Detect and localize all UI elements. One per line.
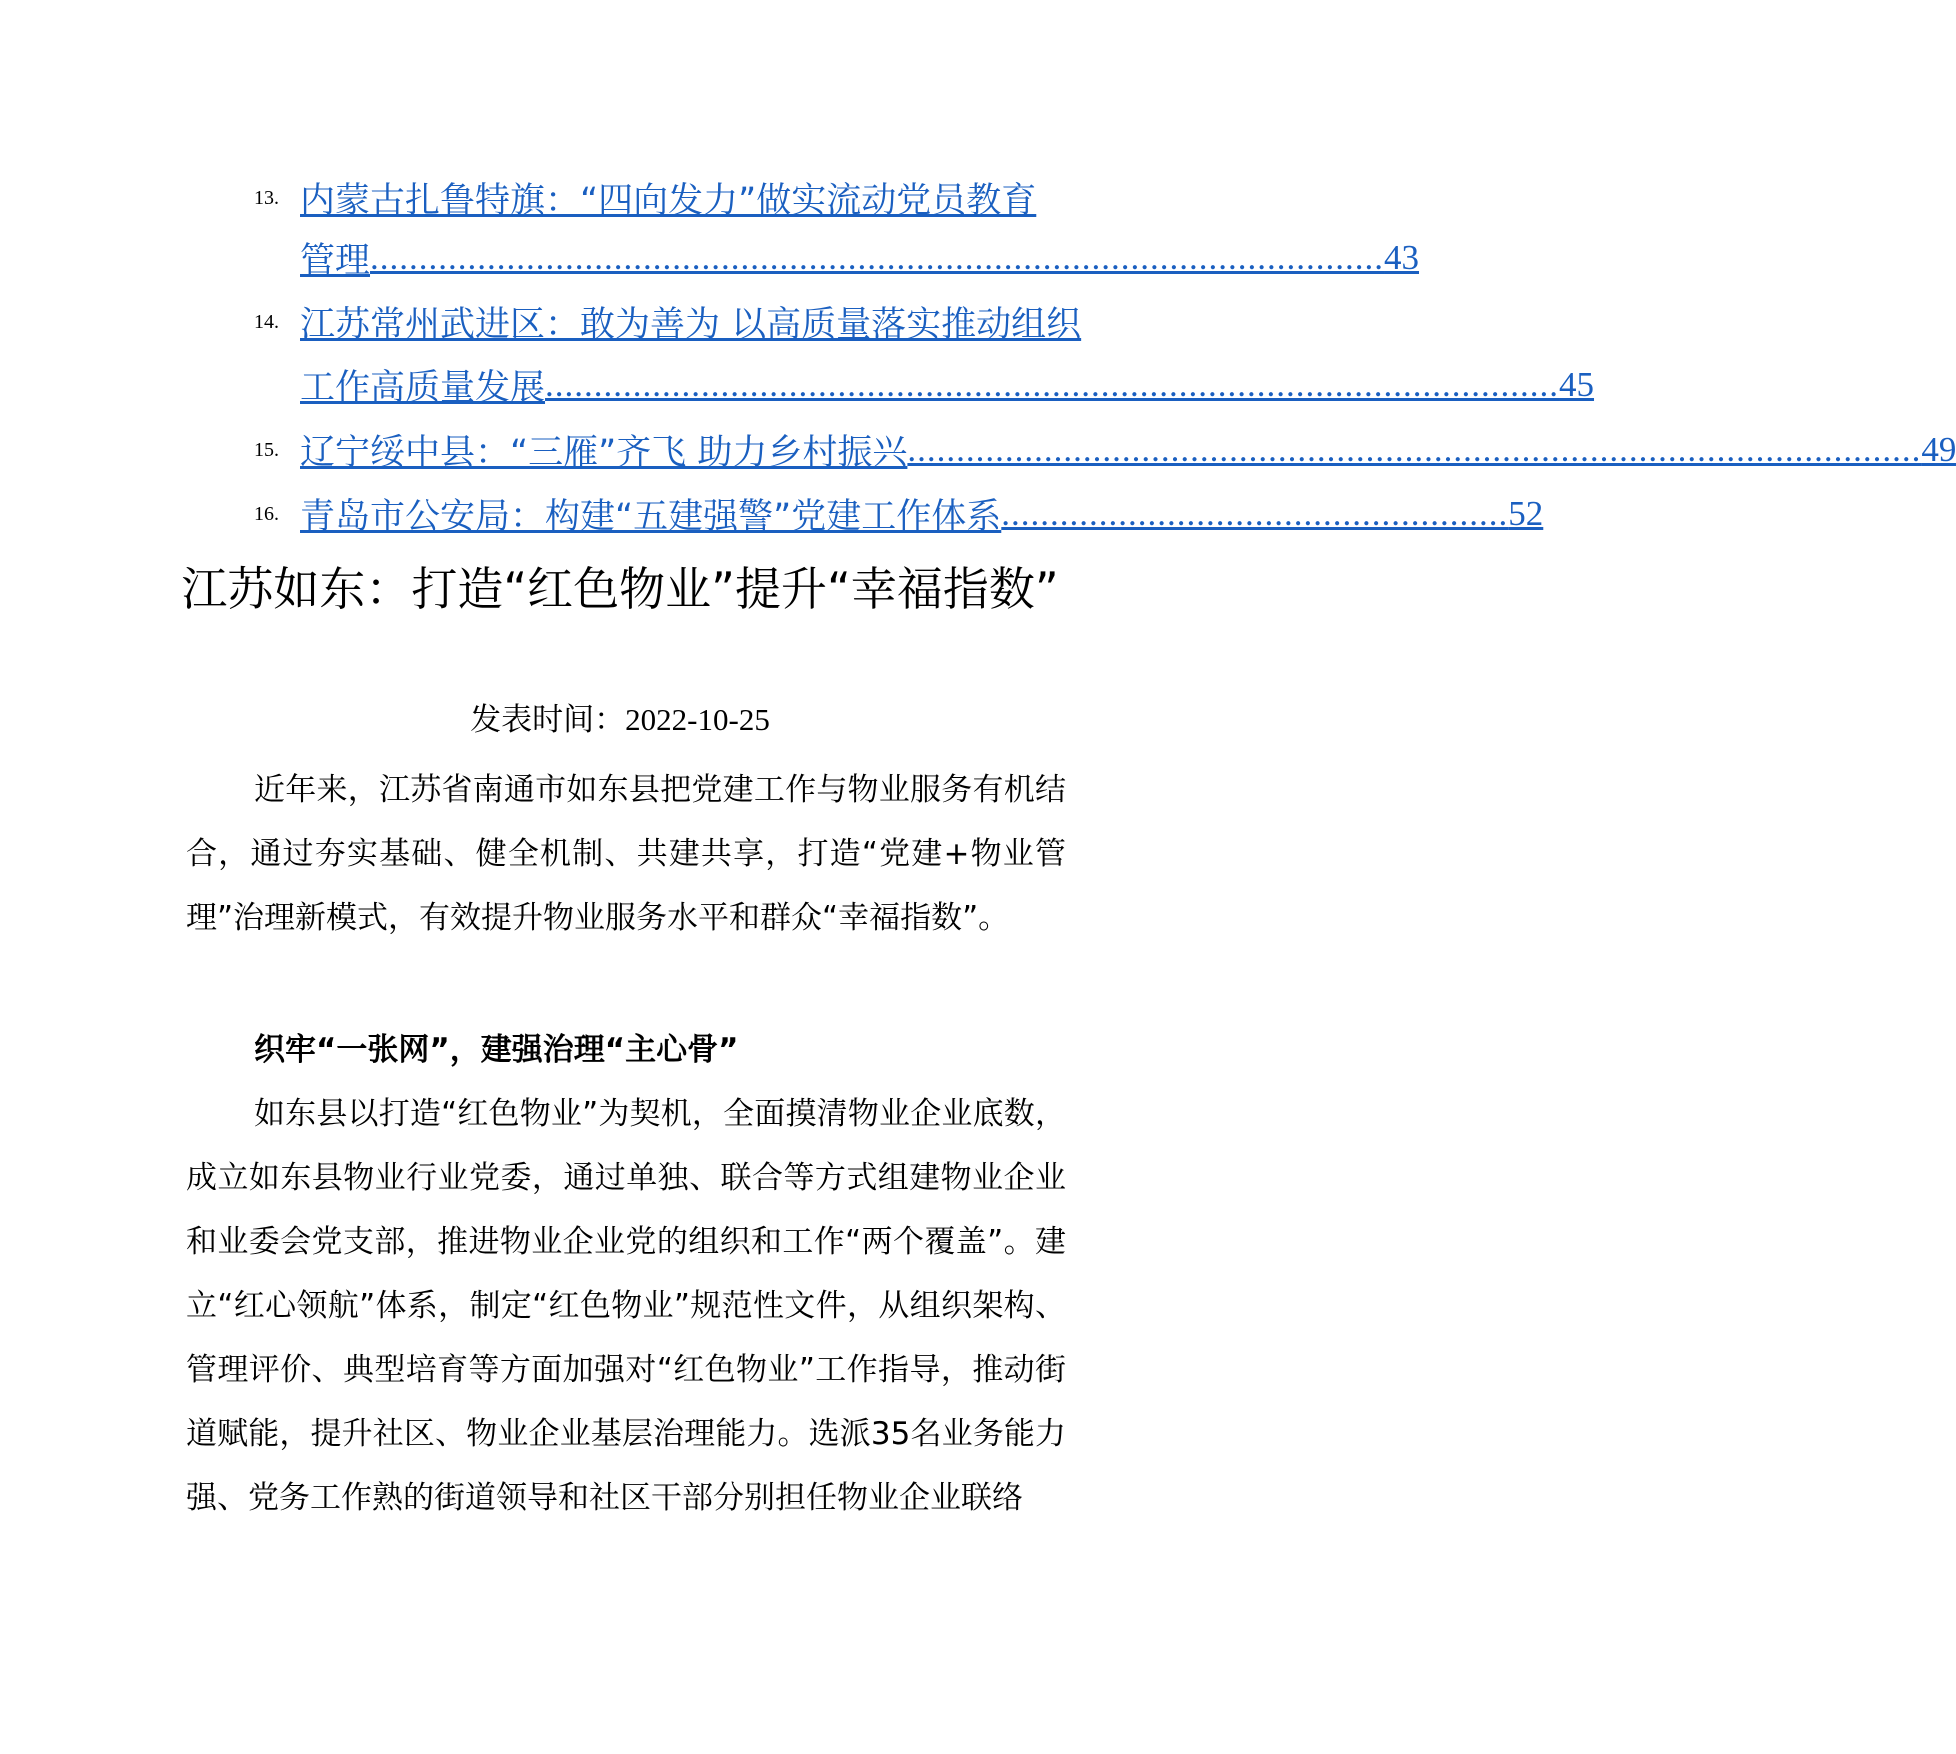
toc-link-15[interactable]: 辽宁绥中县：“三雁”齐飞 助力乡村振兴 ........................................................................................................ 49 bbox=[300, 430, 1956, 473]
toc-page-number: 52 bbox=[1508, 494, 1544, 533]
toc-link-14-line2[interactable]: 工作高质量发展 ........................................................................................................ 45 bbox=[300, 365, 1595, 408]
toc-number: 16. bbox=[254, 503, 279, 525]
toc-entry-13 bbox=[0, 168, 1240, 228]
toc-entry-14 bbox=[0, 292, 1240, 352]
leader-dots: ........................................................................................................ bbox=[907, 430, 1922, 469]
leader-dots: ........................................................................................................ bbox=[370, 238, 1385, 277]
toc-page-number: 43 bbox=[1384, 238, 1420, 277]
toc-link-16[interactable]: 青岛市公安局：构建“五建强警”党建工作体系 .................................................... 52 bbox=[300, 494, 1544, 537]
toc-page-number: 45 bbox=[1559, 365, 1595, 404]
toc-number: 13. bbox=[254, 187, 279, 209]
toc-link-14-line1[interactable]: 江苏常州武进区：敢为善为 以高质量落实推动组织 bbox=[300, 305, 1082, 345]
toc-link-13-line2[interactable]: 管理 ........................................................................................................ 43 bbox=[300, 238, 1420, 281]
publish-date bbox=[0, 700, 1240, 740]
leader-dots: .................................................... bbox=[1001, 494, 1509, 533]
toc-link-13-line1[interactable]: 内蒙古扎鲁特旗：“四向发力”做实流动党员教育 bbox=[300, 181, 1037, 221]
paragraph-body: 如东县以打造“红色物业”为契机，全面摸清物业企业底数，成立如东县物业行业党委，通过单独、联合等方式组建物业企业和业委会党支部，推进物业企业党的组织和工作“两个覆盖”。建立“红心领航”体系，制定“红色物业”规范性文件，从组织架构、管理评价、典型培育等方面加强对“红色物业”工作指导，推动街道赋能，提升社区、物业企业基层治理能力。选派35名业务能力强、党务工作熟的街道领导和社区干部分别担任物业企业联络 bbox=[186, 1096, 1066, 1516]
section-heading: 织牢“一张网”，建强治理“主心骨” bbox=[254, 1032, 739, 1068]
date-value: 2022-10-25 bbox=[625, 702, 770, 737]
toc-number: 15. bbox=[254, 439, 279, 461]
toc-entry-16 bbox=[0, 484, 1544, 544]
toc-entry-14-cont bbox=[0, 355, 1595, 415]
toc-number: 14. bbox=[254, 311, 279, 333]
leader-dots: ........................................................................................................ bbox=[545, 365, 1560, 404]
toc-entry-15 bbox=[0, 420, 1956, 480]
article-title: 江苏如东：打造“红色物业”提升“幸福指数” bbox=[181, 562, 1059, 616]
toc-entry-13-cont bbox=[0, 228, 1420, 288]
toc-page-number: 49 bbox=[1921, 430, 1956, 469]
date-label: 发表时间： bbox=[470, 702, 626, 738]
paragraph-intro: 近年来，江苏省南通市如东县把党建工作与物业服务有机结合，通过夯实基础、健全机制、共建共享，打造“党建+物业管理”治理新模式，有效提升物业服务水平和群众“幸福指数”。 bbox=[186, 772, 1066, 936]
